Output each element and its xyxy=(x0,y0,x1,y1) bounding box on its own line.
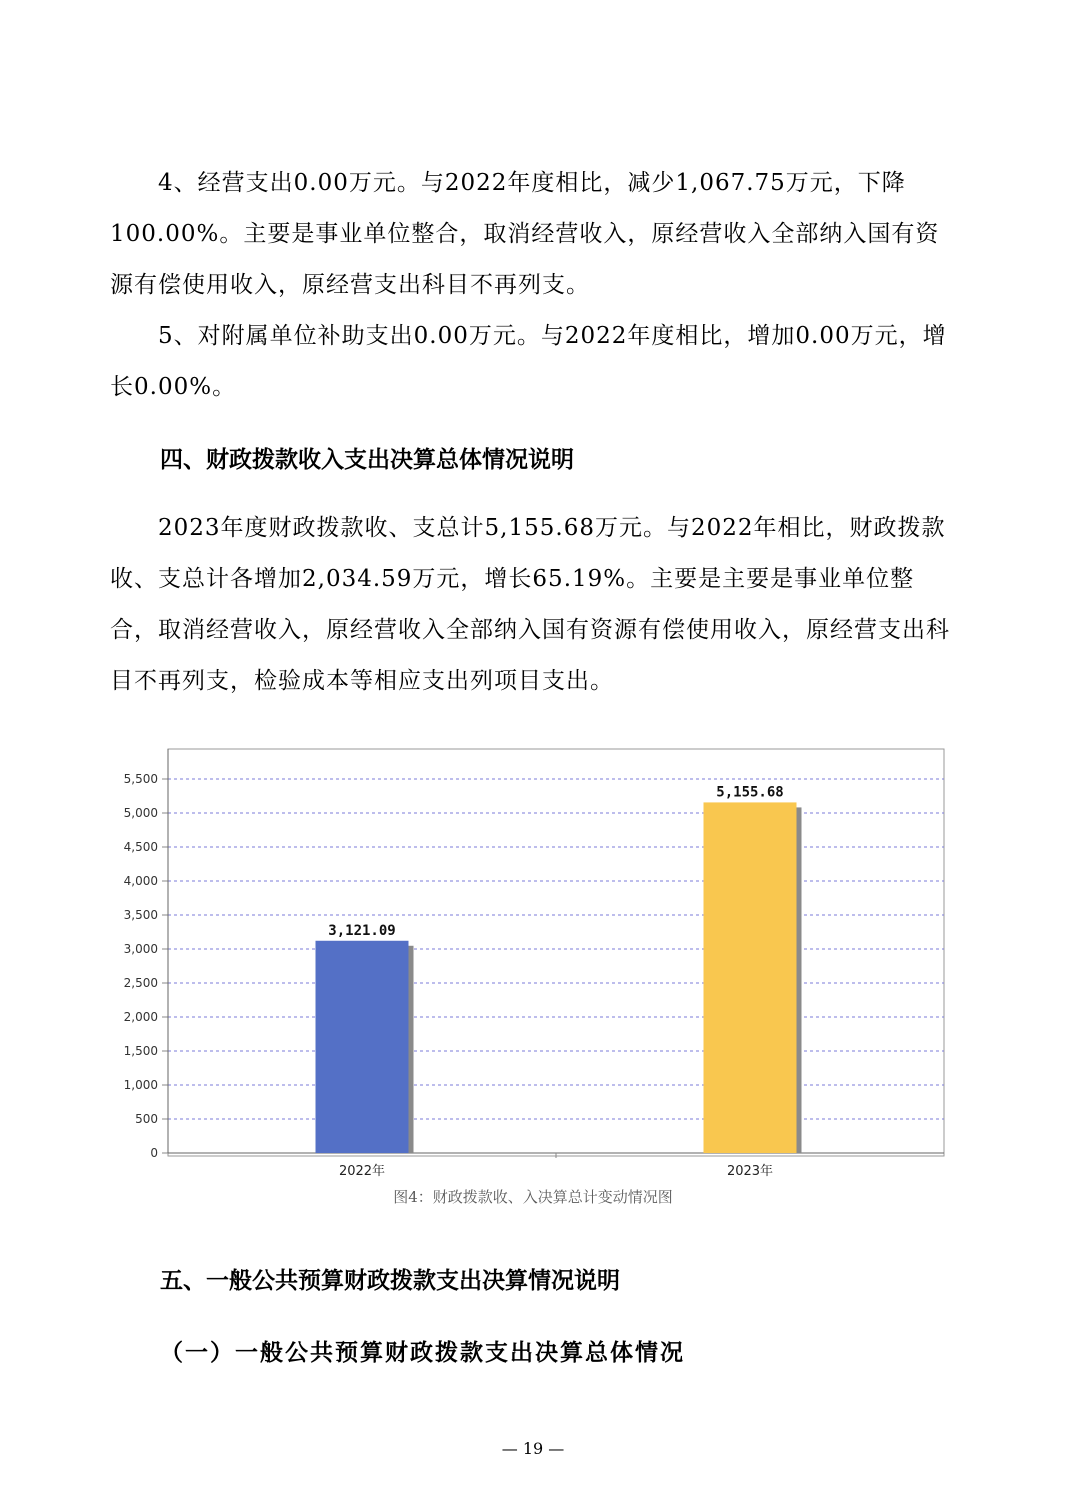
y-tick-label: 0 xyxy=(150,1146,158,1160)
data-label: 5,155.68 xyxy=(716,784,784,801)
y-tick-label: 5,000 xyxy=(123,806,158,820)
y-tick-label: 1,000 xyxy=(123,1078,158,1092)
data-label: 3,121.09 xyxy=(328,922,396,939)
y-tick-label: 1,500 xyxy=(123,1044,158,1058)
paragraph-section-4-body: 2023年度财政拨款收、支总计5,155.68万元。与2022年相比，财政拨款收、支总计各增加2,034.59万元，增长65.19%。主要是主要是事业单位整合，取消经营收入，原经营收入全部纳入国有资源有偿使用收入，原经营支出科目不再列支，检验成本等相应支出列项目支出。 xyxy=(110,515,950,694)
y-tick-label: 4,000 xyxy=(123,874,158,888)
bar-2022年 xyxy=(316,941,409,1153)
y-tick-label: 2,000 xyxy=(123,1010,158,1024)
fiscal-funding-bar-chart xyxy=(105,742,955,1182)
page-number: — 19 — xyxy=(501,1439,565,1458)
bar-2023年 xyxy=(704,802,797,1153)
y-tick-label: 2,500 xyxy=(123,976,158,990)
paragraph-subsidiary-expense: 5、对附属单位补助支出0.00万元。与2022年度相比，增加0.00万元，增长0.00%。 xyxy=(110,323,947,400)
y-tick-label: 3,500 xyxy=(123,908,158,922)
section-4-heading: 四、财政拨款收入支出决算总体情况说明 xyxy=(160,447,574,473)
y-tick-label: 500 xyxy=(135,1112,158,1126)
y-tick-label: 4,500 xyxy=(123,840,158,854)
plot-area xyxy=(168,749,944,1156)
x-tick-label: 2022年 xyxy=(338,1164,386,1179)
chart-caption: 图4：财政拨款收、入决算总计变动情况图 xyxy=(393,1188,673,1206)
paragraph-operating-expense: 4、经营支出0.00万元。与2022年度相比，减少1,067.75万元，下降100.00%。主要是事业单位整合，取消经营收入，原经营收入全部纳入国有资源有偿使用收入，原经营支出科目不再列支。 xyxy=(110,170,940,298)
section-5-subheading-1: （一）一般公共预算财政拨款支出决算总体情况 xyxy=(160,1339,685,1366)
section-5-heading: 五、一般公共预算财政拨款支出决算情况说明 xyxy=(160,1268,620,1294)
y-tick-label: 3,000 xyxy=(123,942,158,956)
x-tick-label: 2023年 xyxy=(726,1164,774,1179)
y-tick-label: 5,500 xyxy=(123,772,158,786)
